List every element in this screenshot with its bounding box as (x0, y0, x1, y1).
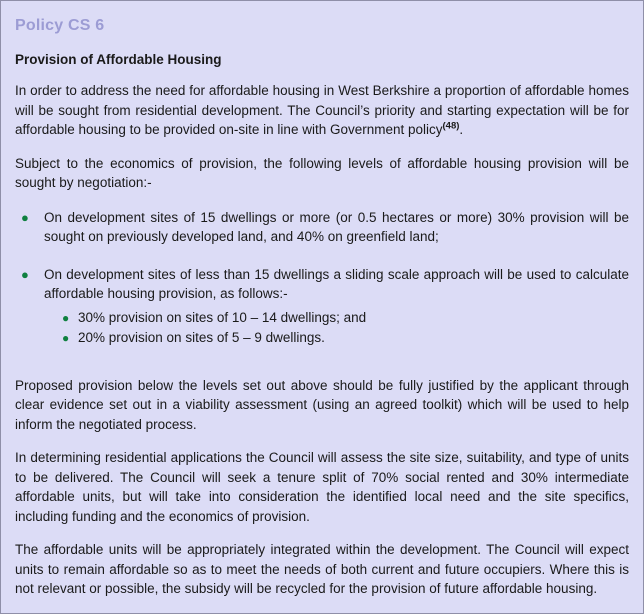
list-item (62, 308, 629, 328)
bullet-list (14, 208, 629, 348)
paragraph-intro (15, 81, 629, 140)
sub-bullet-text-30-percent: 30% provision on sites of 10 – 14 dwellings; and (78, 309, 367, 325)
list-item (21, 208, 629, 247)
policy-subtitle: Provision of Affordable Housing (15, 52, 222, 67)
list-item (62, 328, 629, 348)
list-item (21, 265, 629, 304)
paragraph-affordable-units: The affordable units will be appropriately integrated within the development. The Council will expect units to remain affordable so as to meet the needs of both current and future occupiers. Where this is not relevant or possible, the subsidy will be recycled for the provision of future affordable housing. (15, 542, 629, 596)
sub-bullet-text-20-percent: 20% provision on sites of 5 – 9 dwellings. (78, 329, 325, 345)
bullet-icon: ● (21, 209, 29, 225)
paragraph-determining-applications: In determining residential applications the Council will assess the site size, suitability, and type of units to be delivered. The Council will seek a tenure split of 70% social rented and 30% intermediate affordable units, but will take into consideration the identified local need and the site specifics, including funding and the economics of provision. (15, 450, 629, 524)
policy-title: Policy CS 6 (15, 17, 105, 34)
paragraph-intro-text: In order to address the need for affordable housing in West Berkshire a proportion of affordable homes will be sought from residential development. The Council’s priority and starting expectation will be for affordable housing to be provided on-site in line with Government policy (15, 83, 629, 137)
paragraph-proposed-provision: Proposed provision below the levels set out above should be fully justified by the applicant through clear evidence set out in a viability assessment (using an agreed toolkit) which will be used to help inform the negotiated process. (15, 377, 629, 432)
bullet-text-sites-15-or-more: On development sites of 15 dwellings or more (or 0.5 hectares or more) 30% provision will be sought on previously developed land, and 40% on greenfield land; (44, 209, 629, 244)
paragraph-intro-period: . (459, 122, 464, 137)
bullet-icon: ● (21, 266, 29, 282)
bullet-text-sliding-scale: On development sites of less than 15 dwellings a sliding scale approach will be used to calculate affordable housing provision, as follows:- (44, 266, 629, 301)
sub-bullet-list (62, 308, 629, 348)
paragraph-subject: Subject to the economics of provision, the following levels of affordable housing provision will be sought by negotiation:- (15, 155, 629, 190)
footnote-ref: (48) (442, 120, 460, 132)
bullet-icon: ● (62, 330, 70, 345)
bullet-icon: ● (62, 310, 70, 325)
